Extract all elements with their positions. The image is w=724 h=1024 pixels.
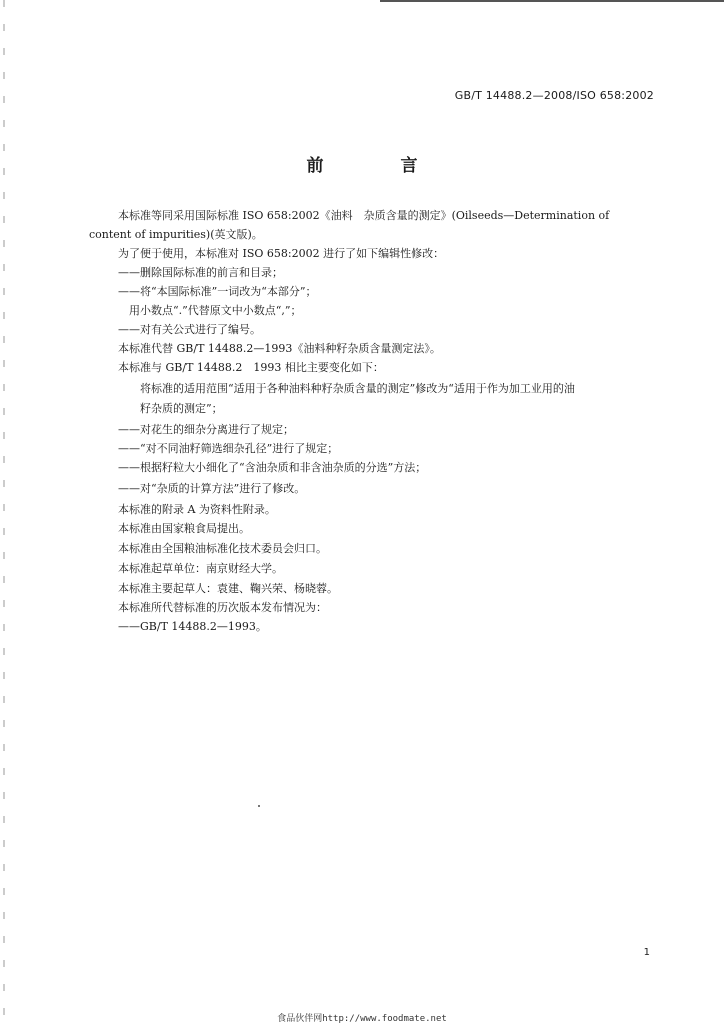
paragraph-line: ——根据籽粒大小细化了“含油杂质和非含油杂质的分选”方法； xyxy=(118,461,427,474)
paragraph-line: 本标准与 GB/T 14488.2 1993 相比主要变化如下： xyxy=(118,361,384,374)
paragraph-line: 本标准代替 GB/T 14488.2—1993《油料种籽杂质含量测定法》。 xyxy=(118,342,441,355)
paragraph-line: 本标准主要起草人：袁建、鞠兴荣、杨晓蓉。 xyxy=(118,582,338,595)
paragraph-line: ——对“杂质的计算方法”进行了修改。 xyxy=(118,482,306,495)
paragraph-line: ——删除国际标准的前言和目录； xyxy=(118,266,283,279)
paragraph-line: content of impurities)(英文版)。 xyxy=(89,228,263,241)
paragraph-line: ——将“本国际标准”一词改为“本部分”； xyxy=(118,285,317,298)
footer-watermark: 食品伙伴网http://www.foodmate.net xyxy=(277,1014,447,1024)
page-title: 前 言 xyxy=(306,156,448,176)
paragraph-line: ——GB/T 14488.2—1993。 xyxy=(118,620,267,633)
paragraph-line: 本标准的附录 A 为资料性附录。 xyxy=(118,503,276,516)
paragraph-line: 本标准所代替标准的历次版本发布情况为： xyxy=(118,601,327,614)
paragraph-line: 本标准由全国粮油标准化技术委员会归口。 xyxy=(118,542,327,555)
paragraph-line: 本标准起草单位：南京财经大学。 xyxy=(118,562,283,575)
paragraph-line: ——“对不同油籽筛选细杂孔径”进行了规定； xyxy=(118,442,339,455)
paragraph-line: 将标准的适用范围“适用于各种油料种籽杂质含量的测定”修改为“适用于作为加工业用的油 xyxy=(140,382,575,395)
scan-speck xyxy=(258,805,260,807)
paragraph-line: 本标准等同采用国际标准 ISO 658:2002《油料 杂质含量的测定》(Oilseeds—Determination of xyxy=(118,209,610,222)
top-border-rule xyxy=(380,0,724,2)
paragraph-line: 用小数点“.”代替原文中小数点“,”； xyxy=(118,304,302,317)
paragraph-line: ——对有关公式进行了编号。 xyxy=(118,323,261,336)
paragraph-line: 为了便于使用，本标准对 ISO 658:2002 进行了如下编辑性修改： xyxy=(118,247,445,260)
page-number: 1 xyxy=(643,947,650,958)
paragraph-line: 籽杂质的测定”； xyxy=(140,402,223,415)
paragraph-line: 本标准由国家粮食局提出。 xyxy=(118,522,250,535)
standard-code-header: GB/T 14488.2—2008/ISO 658:2002 xyxy=(454,89,654,102)
paragraph-line: ——对花生的细杂分离进行了规定； xyxy=(118,423,294,436)
